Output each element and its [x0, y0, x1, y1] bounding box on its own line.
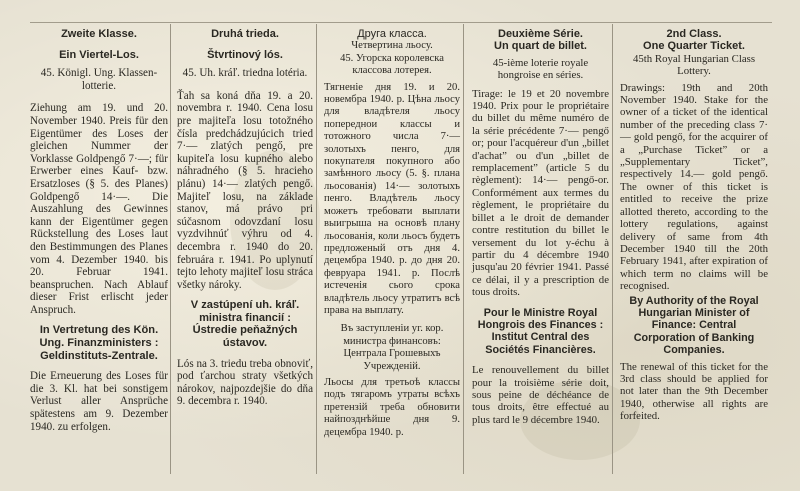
column-separator [612, 24, 613, 474]
ticket-type: Четвертина льосу. [351, 40, 433, 52]
class-title: Deuxième Série. [498, 28, 583, 40]
lottery-name: 45-ième loterie royale hongroise en séries. [492, 56, 589, 82]
lottery-name: 45. Königl. Ung. Klassen-lotterie. [40, 67, 158, 92]
column-separator [316, 24, 317, 474]
column-separator [463, 24, 464, 474]
ticket-type: Un quart de billet. [494, 40, 587, 53]
renewal-text: Льосы для третьоѣ классы подъ тягаромъ утраты всѣхъ претензiй треба обновити найпозднѣйше дня 9. децембра 1940. р. [324, 376, 460, 438]
lottery-name: 45th Royal Hungarian Class Lottery. [632, 52, 756, 78]
issuing-authority: V zastúpení uh. kráľ. ministra financií : Ústredie peňažných ústavov. [190, 299, 300, 350]
column-slovak [177, 28, 313, 408]
ticket-type: One Quarter Ticket. [643, 40, 745, 53]
class-title: Druhá trieda. [211, 28, 279, 40]
lottery-name: 45. Uh. kráľ. triedna lotéria. [182, 67, 308, 80]
column-english [620, 28, 768, 423]
issuing-authority: Pour le Ministre Royal Hongrois des Finances : Institut Central des Sociétés Financières. [477, 306, 604, 356]
terms-text: Ťah sa koná dňa 19. a 20. novembra r. 1940. Cena losu pre majiteľa losu totožného čísla predchádzujúcich tried 7·— zlatých pengő, pre kupiteľa losu kupného alebo náhradného (§ 5. hracieho plánu) 14·— zlatých pengő. Majiteľ losu, na základe stanov, má právo pri súčasnom odovzdaní losu vyzdvihnúť výhru od 4. decembra r. 1940 do 20. februára r. 1941. Po uplynutí tejto lehoty majiteľ losu stráca všetky nároky. [177, 89, 313, 291]
terms-text: Tirage: le 19 et 20 novembre 1940. Prix pour le propriétaire du billet du même numéro de la série précédente 7·— pengő or; pour l'acquéreur d'un „billet d'achat” ou d'un „billet de remplacement” (article 5 du règlement): 14·— pengő-or. Conformément aux termes du règlement, le propriétaire du billet a le droit de demander contre restitution du billet le versement du lot y-échu à partir du 4 décembre 1940 jusqu'au 20 février 1941. Passé ce délai, il y a prescription de tous droits. [472, 87, 609, 299]
top-rule [30, 22, 772, 23]
renewal-text: The renewal of this ticket for the 3rd class should be applied for not later than the 9th December 1940, otherwise all rights are forfeited. [620, 360, 768, 423]
column-german [30, 28, 168, 433]
issuing-authority: In Vertretung des Kön. Ung. Finanzministers : Geldinstituts-Zentrale. [39, 324, 159, 362]
class-title: 2nd Class. [666, 28, 722, 40]
class-title: Zweite Klasse. [61, 28, 137, 40]
column-french [472, 28, 609, 426]
column-ruthenian [324, 28, 460, 439]
ticket-type: Ein Viertel-Los. [59, 48, 139, 61]
terms-text: Drawings: 19th and 20th November 1940. Stake for the owner of a ticket of the identical number of the preceding class 7·— gold pengő, for the acquirer of a „Purchase Ticket” or a „Supplementary Ticket”, respectively 14.— gold pengő. The owner of this ticket is entitled to receive the prize allotted thereto, according to the lottery regulations, against delivery of same from 4th December 1940 till the 20th February 1941, after expiration of which term no claims will be recognised. [620, 81, 768, 293]
terms-text: Ziehung am 19. und 20. November 1940. Preis für den Eigentümer des Loses der gleichen Nummer der Vorklasse Goldpengő 7·—; für Erwerber eines Kauf- bzw. Ersatzloses (§ 5. des Planes) Goldpengő 14·—. Die Auszahlung des Gewinnes kann der Eigentümer gegen Rückstellung des Loses laut den Bestimmungen des Planes vom 4. Dezember 1940. bis 20. Februar 1941. beanspruchen. Nach Ablauf dieser Frist erlischt jeder Anspruch. [30, 102, 168, 316]
class-title: Друга класса. [357, 28, 427, 40]
renewal-text: Die Erneuerung des Loses für die 3. Kl. hat bei sonstigem Verlust aller Ansprüche spätestens am 9. Dezember 1940. zu erfolgen. [30, 370, 168, 433]
issuing-authority: By Authority of the Royal Hungarian Minister of Finance: Central Corporation of Banking Companies. [629, 294, 759, 357]
terms-text: Тягненiе дня 19. и 20. новембра 1940. р. Цѣна льосу для владѣтеля льосу попереднои классы и тотожного числа 7·— золотыхъ пенго, для покупателя покупного або замѣнного льосу (5. §. плана льосованiя) 14·— золотыхъ пенго. Владѣтель льосу можетъ требовати выплати выигрыша на основѣ плану льосованiя, коли льосъ будетъ предложеный отъ дня 4. децембра 1940. р. до дня 20. февруара 1941. р. Послѣ истеченiя сього срока владѣтель льосу утратитъ всѣ права на выплату. [324, 81, 460, 316]
column-separator [170, 24, 171, 474]
issuing-authority: Въ заступленiи уг. кор. министра финансовъ: Централа Грошевыхъ Учрежденiй. [340, 323, 444, 372]
renewal-text: Le renouvellement du billet pour la troisième série doit, sous peine de déchéance de tous droits, être effectué au plus tard le 9 décembre 1940. [472, 364, 609, 426]
renewal-text: Lós na 3. triedu treba obnoviť, pod ťarchou straty všetkých nárokov, najpozdejšie do dňa 9. decembra r. 1940. [177, 357, 313, 408]
lottery-name: 45. Угорска королевска классова лотерея. [340, 52, 444, 77]
ticket-type: Štvrtinový lós. [207, 48, 283, 61]
